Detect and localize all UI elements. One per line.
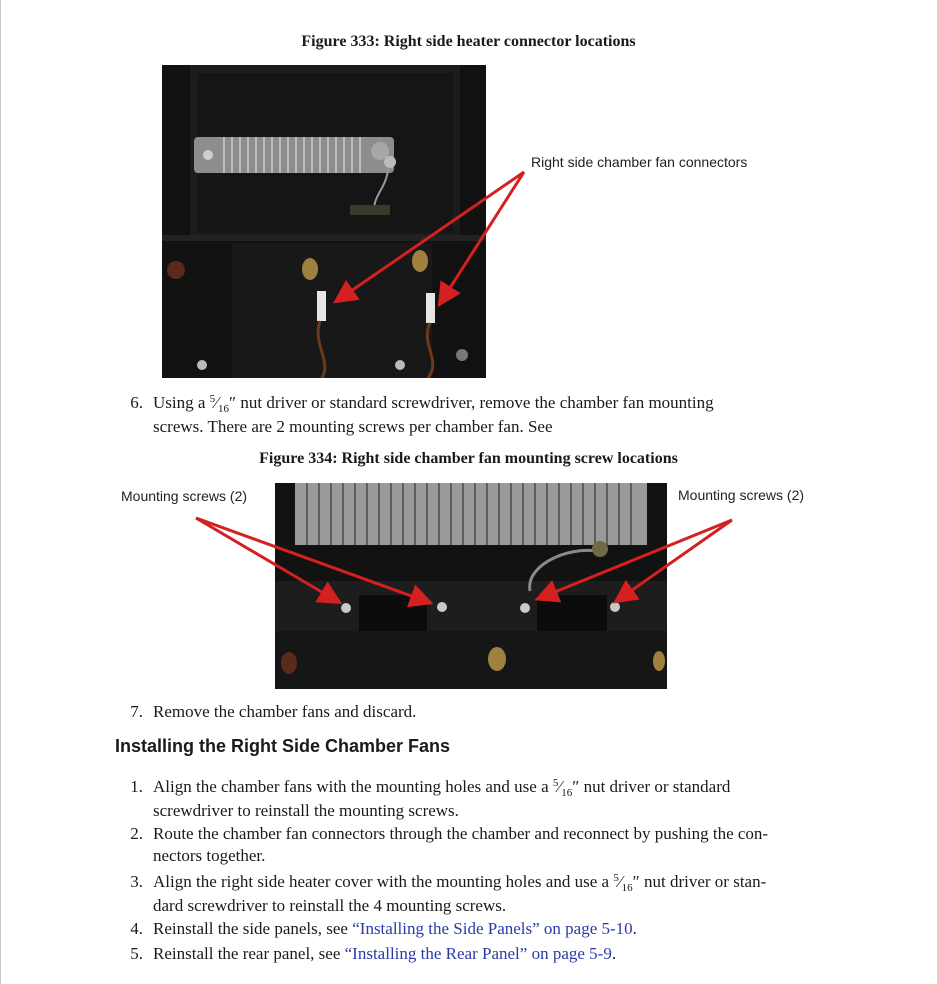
install-step-3-suffix: ″ nut driver or stan- bbox=[632, 872, 767, 891]
install-step-1-frac-num: 5 bbox=[552, 777, 559, 789]
install-step-3 bbox=[125, 871, 835, 915]
figure-334-caption: Figure 334: Right side chamber fan mounting screw locations bbox=[259, 450, 678, 467]
step-7-number: 7. bbox=[130, 702, 143, 721]
install-step-4-prefix: Reinstall the side panels, see bbox=[153, 919, 353, 938]
install-step-5-prefix: Reinstall the rear panel, see bbox=[153, 944, 345, 963]
install-step-2-line-2: nectors together. bbox=[153, 846, 266, 865]
step-6-line-2: screws. There are 2 mounting screws per chamber fan. See bbox=[153, 417, 553, 436]
step-6-number: 6. bbox=[130, 393, 143, 412]
step-6-suffix: ″ nut driver or standard screwdriver, remove the chamber fan mounting bbox=[229, 393, 714, 412]
install-step-5-number: 5. bbox=[130, 944, 143, 963]
install-step-2-line-1: Route the chamber fan connectors through the chamber and reconnect by pushing the con- bbox=[153, 824, 769, 843]
figure-334-callout-left: Mounting screws (2) bbox=[121, 488, 248, 504]
install-step-1-prefix: Align the chamber fans with the mounting holes and use a bbox=[153, 777, 553, 796]
install-step-3-number: 3. bbox=[130, 872, 143, 891]
step-6-frac-num: 5 bbox=[209, 393, 216, 405]
install-step-2-text bbox=[153, 823, 768, 867]
step-6-frac-slash: ⁄ bbox=[215, 393, 219, 412]
install-step-3-frac-den: 16 bbox=[621, 882, 633, 894]
step-7-text: Remove the chamber fans and discard. bbox=[153, 702, 417, 721]
install-step-3-frac-num: 5 bbox=[613, 872, 619, 884]
install-step-5 bbox=[125, 943, 835, 965]
step-6 bbox=[125, 392, 825, 436]
install-step-1-frac-den: 16 bbox=[561, 787, 573, 799]
install-step-4 bbox=[125, 918, 835, 940]
install-step-1-line-2: screwdriver to reinstall the mounting screws. bbox=[153, 801, 459, 820]
step-6-text bbox=[153, 392, 714, 438]
install-step-3-text bbox=[153, 871, 766, 917]
install-step-1-suffix: ″ nut driver or standard bbox=[572, 777, 731, 796]
install-step-1-number: 1. bbox=[130, 777, 143, 796]
step-7 bbox=[125, 701, 825, 723]
step-6-frac-den: 16 bbox=[218, 403, 230, 415]
link-installing-rear-panel[interactable]: “Installing the Rear Panel” on page 5-9 bbox=[344, 944, 612, 963]
install-step-1 bbox=[125, 776, 835, 820]
section-heading: Installing the Right Side Chamber Fans bbox=[115, 736, 451, 756]
figure-334-callout-right: Mounting screws (2) bbox=[678, 487, 805, 503]
install-step-2 bbox=[125, 823, 835, 867]
link-installing-side-panels[interactable]: “Installing the Side Panels” on page 5-10 bbox=[352, 919, 633, 938]
figure-334-photo bbox=[275, 483, 667, 689]
install-step-3-line-2: dard screwdriver to reinstall the 4 mounting screws. bbox=[153, 896, 507, 915]
page-left-edge bbox=[0, 0, 1, 984]
install-step-1-text bbox=[153, 776, 730, 822]
install-step-3-frac-slash: ⁄ bbox=[618, 872, 622, 891]
install-step-4-text bbox=[153, 918, 637, 940]
install-step-2-number: 2. bbox=[130, 824, 143, 843]
figure-333-callout: Right side chamber fan connectors bbox=[531, 154, 748, 170]
install-step-4-suffix: . bbox=[632, 919, 637, 938]
install-step-4-number: 4. bbox=[130, 919, 143, 938]
install-step-1-frac-slash: ⁄ bbox=[558, 777, 562, 796]
figure-333-caption: Figure 333: Right side heater connector locations bbox=[301, 33, 636, 50]
install-step-5-suffix: . bbox=[611, 944, 617, 963]
figure-333-photo bbox=[162, 65, 486, 378]
step-6-prefix: Using a bbox=[153, 393, 210, 412]
install-step-5-text bbox=[153, 943, 616, 965]
install-step-3-prefix: Align the right side heater cover with the mounting holes and use a bbox=[153, 872, 614, 891]
